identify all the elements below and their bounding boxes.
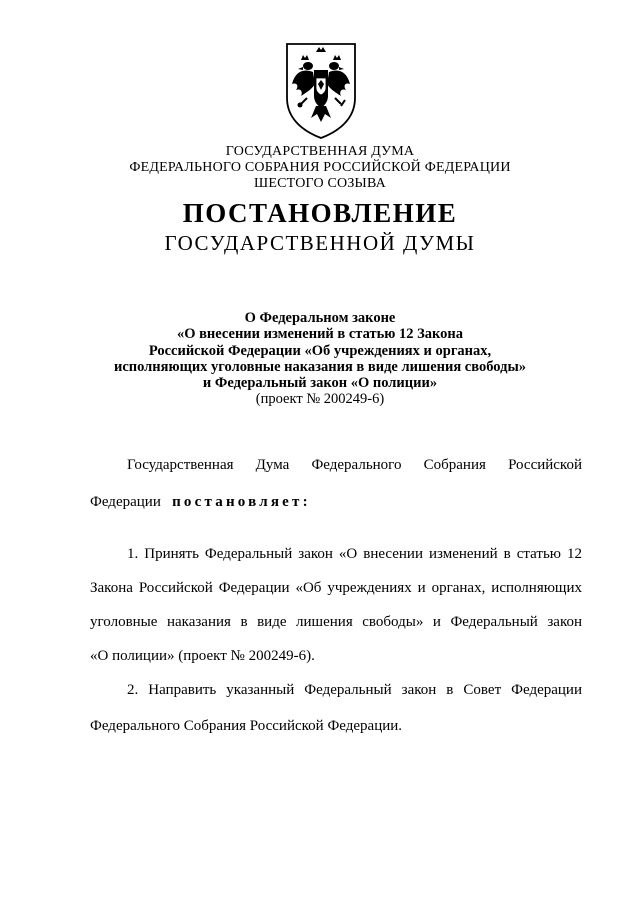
subject-line: «О внесении изменений в статью 12 Закона	[176, 326, 464, 343]
intro-line: Государственная Дума Федерального Собрания Российской	[127, 457, 582, 473]
item2-line: Федерального Собрания Российской Федерации.	[90, 718, 403, 734]
subject-line: О Федеральном законе	[244, 310, 396, 326]
header-line: ГОСУДАРСТВЕННАЯ ДУМА	[225, 144, 415, 159]
item1-line: 1. Принять Федеральный закон «О внесении изменений в статью 12	[127, 546, 582, 562]
header-line: ШЕСТОГО СОЗЫВА	[254, 176, 386, 191]
document-title: ПОСТАНОВЛЕНИЕ	[182, 198, 458, 228]
subject-line: Российской Федерации «Об учреждениях и органах,	[148, 342, 492, 359]
item1-line: уголовные наказания в виде лишения свободы» и Федеральный закон	[90, 614, 582, 630]
double-headed-eagle-emblem-icon	[283, 40, 359, 140]
intro-line	[90, 494, 582, 511]
item2-line: 2. Направить указанный Федеральный закон в Совет Федерации	[127, 682, 582, 698]
subject-line: и Федеральный закон «О полиции»	[202, 375, 438, 392]
document-subtitle: ГОСУДАРСТВЕННОЙ ДУМЫ	[164, 231, 476, 255]
project-number: (проект № 200249-6)	[255, 391, 385, 408]
document-subject	[0, 310, 640, 408]
intro-subject: Федерации	[90, 494, 161, 510]
item1-line: Закона Российской Федерации «Об учреждениях и органах, исполняющих	[90, 580, 582, 596]
item1-line: «О полиции» (проект № 200249-6).	[90, 648, 315, 664]
subject-line: исполняющих уголовные наказания в виде лишения свободы»	[113, 358, 527, 375]
issuer-header	[0, 144, 640, 192]
header-line: ФЕДЕРАЛЬНОГО СОБРАНИЯ РОССИЙСКОЙ ФЕДЕРАЦИИ	[129, 160, 511, 175]
resolution-verb: постановляет:	[172, 494, 311, 510]
